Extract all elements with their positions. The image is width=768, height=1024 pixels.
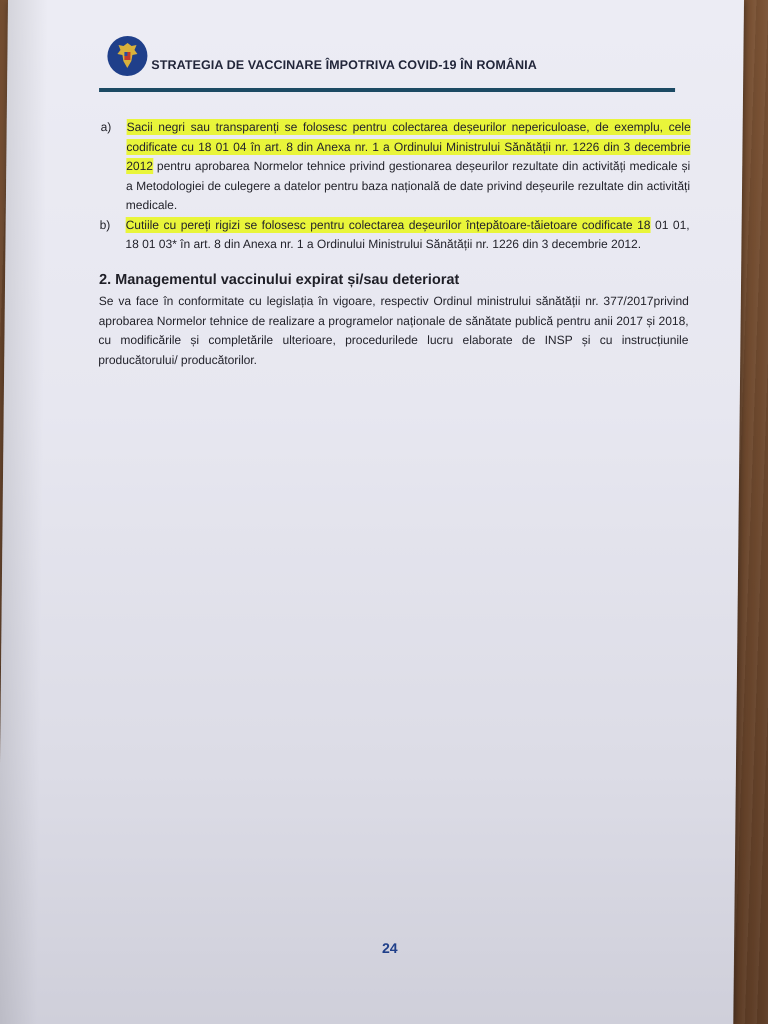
header-rule (99, 88, 675, 92)
list-item (89, 216, 689, 255)
section-heading: 2. Managementul vaccinului expirat și/sau deteriorat (98, 271, 460, 288)
plain-text: 01 01, 18 01 03* în art. 8 din Anexa nr. 1 a Ordinului Ministrului Sănătății nr. 1226 din 3 decembrie 2012. (125, 217, 690, 251)
document-title: STRATEGIA DE VACCINARE ÎMPOTRIVA COVID-19 ÎN ROMÂNIA (151, 58, 537, 72)
page-header (99, 30, 680, 100)
page-shadow (0, 0, 48, 1024)
page-number: 24 (381, 940, 398, 956)
highlighted-text: Cutiile cu pereți rigizi se folosesc pentru colectarea deșeurilor înțepătoare-tăietoare codificate 18 (125, 217, 651, 232)
section-paragraph: Se va face în conformitate cu legislația în vigoare, respectiv Ordinul ministrului sănătății nr. 377/2017privind aprobarea Normelor tehnice de realizare a programelor naționale de sănătate publică pentru anii 2017 și 2018, cu modificările și completările ulterioare, procedurilede lucru elaborate de INSP și cu instrucțiunile producătorului/ producătorilor. (98, 294, 689, 367)
list-item-text (126, 118, 691, 216)
list-item-text (125, 216, 689, 255)
document-body (88, 118, 691, 370)
list-marker: a) (100, 120, 112, 134)
plain-text: pentru aprobarea Normelor tehnice privind gestionarea deșeurilor rezultate din activități medicale și a Metodologiei de culegere a datelor pentru baza națională de date privind deșeurile rezultate din activități medicale. (125, 159, 691, 212)
highlighted-text: Sacii negri sau transparenți se folosesc pentru colectarea deșeurilor nepericuloase, de exemplu, cele codificate cu 18 01 04 în art. 8 din Anexa nr. 1 a Ordinului Ministrului Sănătății nr. 1226 din 3 decembrie 2012 (126, 120, 691, 173)
romania-coat-of-arms-icon (107, 36, 147, 76)
list-item (90, 118, 691, 216)
list-marker: b) (99, 217, 111, 232)
